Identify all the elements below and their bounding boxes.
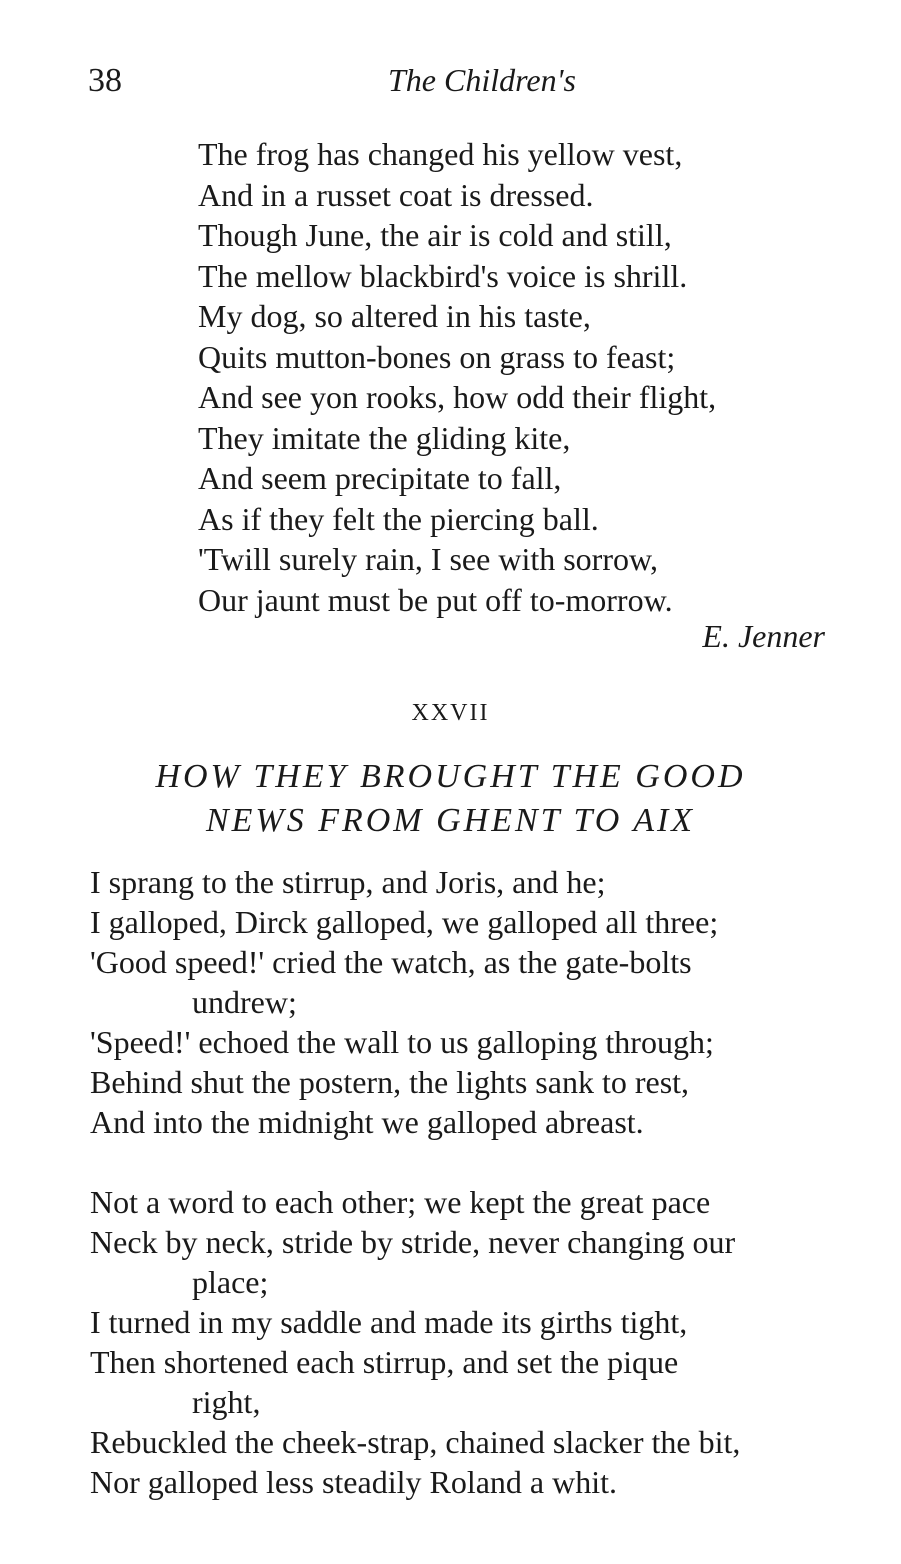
poem-line: And seem precipitate to fall, [198,460,562,496]
page-header [0,62,901,106]
poem-line: Neck by neck, stride by stride, never changing our [90,1224,736,1260]
poem-line: Though June, the air is cold and still, [198,217,672,253]
poem-line: And see yon rooks, how odd their flight, [198,379,717,415]
poem-line: I sprang to the stirrup, and Joris, and he; [90,864,606,900]
poem-line-continuation: place; [192,1264,269,1300]
poem-line: Quits mutton-bones on grass to feast; [198,338,676,375]
poem-stanza [90,862,890,1142]
poem-line: I turned in my saddle and made its girths tight, [90,1304,688,1340]
poem-stanza [90,1182,890,1502]
poem-line: The frog has changed his yellow vest, [198,136,683,172]
poem-line: 'Good speed!' cried the watch, as the gate-bolts [90,944,692,980]
poem-line: Our jaunt must be put off to-morrow. [198,581,673,618]
poem-line: They imitate the gliding kite, [198,419,571,456]
page-number: 38 [88,62,122,99]
poem-title [0,755,901,843]
poem-line: As if they felt the piercing ball. [198,500,599,537]
poem-author: E. Jenner [702,618,825,654]
poem-line: Then shortened each stirrup, and set the pique [90,1344,679,1380]
poem-line: Behind shut the postern, the lights sank to rest, [90,1064,690,1100]
poem-line: Rebuckled the cheek-strap, chained slacker the bit, [90,1424,741,1460]
running-title: The Children's [388,62,576,98]
poem-line: My dog, so altered in his taste, [198,298,591,334]
poem-line: And into the midnight we galloped abreast. [90,1104,644,1140]
section-number: XXVII [411,700,490,726]
poem-line-continuation: right, [192,1384,261,1420]
poem-line-continuation: undrew; [192,984,297,1020]
poem-title-line: NEWS FROM GHENT TO AIX [205,802,696,839]
poem-title-line: HOW THEY BROUGHT THE GOOD [155,758,746,795]
poem-line: And in a russet coat is dressed. [198,176,594,213]
poem-line: The mellow blackbird's voice is shrill. [198,257,688,294]
poem-line: Not a word to each other; we kept the great pace [90,1184,711,1220]
poem-line: I galloped, Dirck galloped, we galloped all three; [90,904,719,940]
poem-line: Nor galloped less steadily Roland a whit. [90,1464,618,1500]
poem-line: 'Twill surely rain, I see with sorrow, [198,541,659,577]
poem-stanza [198,134,878,620]
poem-line: 'Speed!' echoed the wall to us galloping through; [90,1024,714,1060]
